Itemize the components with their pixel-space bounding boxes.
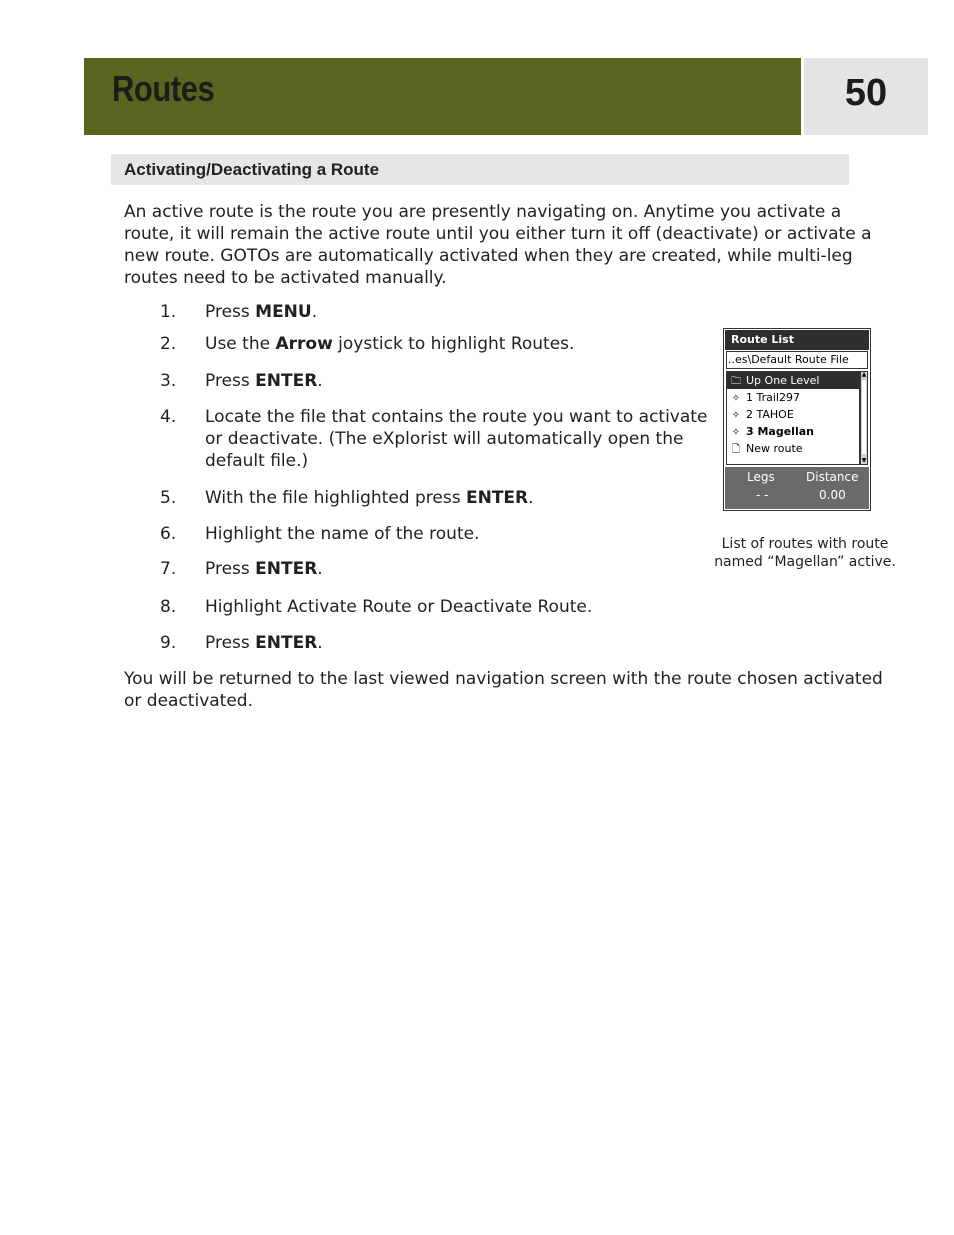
step-number: 2. (160, 334, 177, 354)
list-item[interactable]: ✧ 2 TAHOE (727, 406, 859, 423)
distance-value: 0.00 (819, 488, 846, 502)
distance-label: Distance (806, 470, 859, 484)
folder-up-icon: 🗀 (731, 376, 741, 387)
legs-label: Legs (747, 470, 775, 484)
list-item[interactable]: 🗀 Up One Level (727, 372, 859, 389)
step-text: Press ENTER. (205, 371, 323, 391)
step-text: Highlight Activate Route or Deactivate Route. (205, 597, 593, 617)
step-number: 5. (160, 488, 177, 508)
step-number: 4. (160, 407, 177, 427)
scroll-thumb[interactable] (862, 380, 866, 454)
step-number: 7. (160, 559, 177, 579)
scroll-up-icon: ▲ (861, 371, 867, 378)
step-number: 3. (160, 371, 177, 391)
file-path: ..es\Default Route File (726, 351, 868, 369)
step-number: 8. (160, 597, 177, 617)
figure-caption: List of routes with route named “Magellan” active. (714, 536, 896, 570)
list-item[interactable]: 🗋 New route (727, 440, 859, 457)
new-file-icon: 🗋 (731, 444, 741, 455)
legs-value: - - (756, 488, 769, 502)
page-number-box (804, 58, 928, 135)
step-text: Highlight the name of the route. (205, 524, 480, 544)
step-text: Use the Arrow joystick to highlight Routes. (205, 334, 575, 354)
route-icon: ✧ (731, 427, 741, 438)
list-item[interactable]: ✧ 1 Trail297 (727, 389, 859, 406)
header-bar (84, 58, 801, 135)
step-text: Press MENU. (205, 302, 318, 322)
screen-title: Route List (725, 330, 869, 350)
step-number: 9. (160, 633, 177, 653)
step-text: Press ENTER. (205, 633, 323, 653)
route-icon: ✧ (731, 393, 741, 404)
closing-paragraph: You will be returned to the last viewed navigation screen with the route chosen activated or deactivated. (124, 669, 883, 711)
route-icon: ✧ (731, 410, 741, 421)
section-title: Activating/Deactivating a Route (124, 160, 380, 179)
step-number: 6. (160, 524, 177, 544)
step-text: Press ENTER. (205, 559, 323, 579)
scroll-down-icon: ▼ (861, 457, 867, 464)
step-number: 1. (160, 302, 177, 322)
route-list-screen (723, 328, 871, 511)
route-summary (725, 467, 869, 509)
page-number: 50 (844, 72, 888, 114)
step-text: Locate the file that contains the route you want to activate or deactivate. (The eXplorist will automatically open the default file.) (205, 407, 708, 471)
intro-paragraph: An active route is the route you are presently navigating on. Anytime you activate a route, it will remain the active route until you either turn it off (deactivate) or activate a new route. GOTOs are automatically activated when they are created, while multi-leg routes need to be activated manually. (124, 202, 872, 288)
scrollbar[interactable] (860, 371, 868, 465)
page-title: Routes (112, 68, 215, 109)
list-item-active[interactable]: ✧ 3 Magellan (727, 423, 859, 440)
section-heading-bar (111, 154, 849, 185)
route-list (726, 371, 860, 465)
step-text: With the file highlighted press ENTER. (205, 488, 534, 508)
